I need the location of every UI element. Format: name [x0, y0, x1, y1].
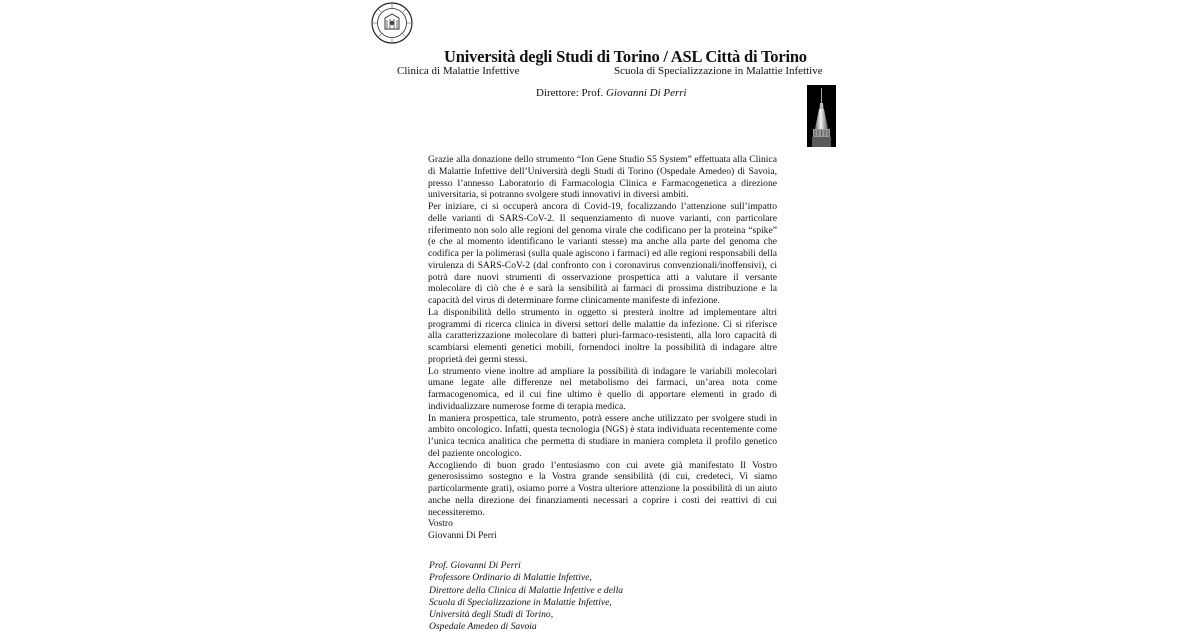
- closing-salutation: Vostro: [428, 518, 453, 530]
- signature-line: Università degli Studi di Torino,: [429, 609, 554, 621]
- signature-line: Scuola di Specializzazione in Malattie Infettive,: [429, 596, 612, 608]
- director-name: Giovanni Di Perri: [605, 87, 687, 99]
- page-title: Università degli Studi di Torino / ASL Città di Torino: [444, 47, 807, 66]
- clinic-subtitle: Clinica di Malattie Infettive: [397, 65, 520, 77]
- body-paragraph: Per iniziare, ci si occuperà ancora di Covid-19, focalizzando l’attenzione sull’impatto delle varianti di SARS-CoV-2. Il sequenziamento di nuove varianti, con particolare riferimento non solo alle regioni del genoma virale che codificano per la proteina “spike” (e che al momento identificano le varianti stesse) ma anche alla parte del genoma che codifica per la polimerasi (sulla quale agiscono i farmaci) ed alle regioni responsabili della virulenza di SARS-CoV-2 (dal confronto con i coronavirus convenzionali/inoffensivi), ci potrà dare nuovi strumenti di osservazione prospettica atti a valutare il versante molecolare di ciò che è e sarà la sensibilità ai farmaci di prossima distribuzione e la capacità del virus di determinare forme clinicamente manifeste di infezione.: [428, 201, 777, 306]
- body-paragraph: Accogliendo di buon grado l’entusiasmo con cui avete già manifestato Il Vostro generosissimo sostegno e la Vostra grande sensibilità (di cui, credeteci, Vi siamo particolarmente grati), osiamo porre a Vostra ulteriore attenzione la possibilità di un aiuto anche nella direzione dei finanziamenti necessari a coprire i costi dei reattivi di cui necessiteremo.: [428, 459, 777, 518]
- closing-name: Giovanni Di Perri: [428, 530, 497, 541]
- signature-line: Professore Ordinario di Malattie Infettive,: [429, 572, 592, 584]
- signature-block: [429, 560, 623, 634]
- university-seal-logo: [371, 2, 413, 44]
- body-paragraph: La disponibilità dello strumento in oggetto si presterà inoltre ad implementare altri programmi di ricerca clinica in diversi settori delle malattie da infezione. Ci si riferisce alla caratterizzazione molecolare di batteri pluri-farmaco-resistenti, alla loro capacità di scambiarsi elementi genetici mobili, fornendoci inoltre la possibilità di indagare altre proprietà dei germi stessi.: [428, 306, 777, 365]
- school-subtitle: Scuola di Specializzazione in Malattie Infettive: [614, 65, 823, 77]
- body-paragraph: Grazie alla donazione dello strumento “Ion Gene Studio S5 System” effettuata alla Clinica di Malattie Infettive dell’Università degli Studi di Torino (Ospedale Amedeo) di Savoia, presso l’annesso Laboratorio di Farmacologia Clinica e Farmacogenetica a direzione universitaria, si potranno svolgere studi innovativi in diversi ambiti.: [428, 154, 777, 201]
- signature-line: Ospedale Amedeo di Savoia: [429, 621, 537, 633]
- director-line: [536, 87, 687, 99]
- director-label: Direttore: Prof.: [536, 87, 604, 99]
- body-paragraph: Lo strumento viene inoltre ad ampliare la possibilità di indagare le variabili molecolari umane legate alle differenze nel metabolismo dei farmaci, un’area nota come farmacogenomica, ed il cui fine ultimo è quello di apportare elementi in grado di individualizzare numerose forme di terapia medica.: [428, 365, 777, 412]
- body-paragraph: In maniera prospettica, tale strumento, potrà essere anche utilizzato per svolgere studi in ambito oncologico. Infatti, questa tecnologia (NGS) è stata individuata recentemente come l’unica tecnica analitica che permetta di studiare in maniera completa il profilo genetico del paziente oncologico.: [428, 412, 777, 459]
- signature-line: Direttore della Clinica di Malattie Infettive e della: [429, 584, 624, 596]
- mole-antonelliana-image: [807, 85, 836, 147]
- signature-line: Prof. Giovanni Di Perri: [429, 560, 521, 571]
- letter-body: [428, 154, 777, 542]
